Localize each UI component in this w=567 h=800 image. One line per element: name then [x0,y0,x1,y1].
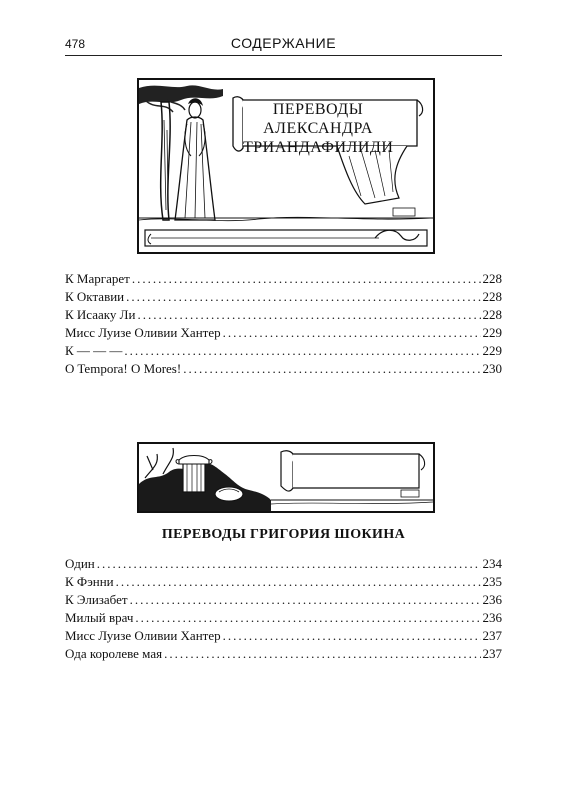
toc-entry-title: К Исааку Ли [65,307,136,322]
running-title: СОДЕРЖАНИЕ [230,35,337,51]
dot-leader [183,361,480,377]
toc-entry-page: 228 [482,289,502,304]
toc-entry[interactable] [65,325,502,343]
toc-entry-page: 235 [482,574,502,589]
dot-leader [223,325,481,341]
toc-entry[interactable] [65,361,502,379]
toc-entry-title: К Элизабет [65,592,128,607]
toc-entry-title: Милый врач [65,610,134,625]
toc-entry[interactable] [65,307,502,325]
page-number: 478 [65,37,86,51]
dot-leader [164,646,480,662]
toc-entry[interactable] [65,556,502,574]
section1-title [243,100,393,157]
toc-entry-page: 228 [482,271,502,286]
toc-entry[interactable] [65,628,502,646]
dot-leader [135,610,480,626]
toc-entry-page: 237 [482,646,502,661]
dot-leader [137,307,480,323]
toc-entry[interactable] [65,646,502,664]
dot-leader [130,592,481,608]
section1-title-line-3: ТРИАНДАФИЛИДИ [243,139,394,156]
toc-list-section1 [65,271,502,379]
section2-title: ПЕРЕВОДЫ ГРИГОРИЯ ШОКИНА [161,527,406,542]
toc-entry-title: O Tempora! O Mores! [65,361,182,376]
toc-entry[interactable] [65,592,502,610]
dot-leader [124,343,480,359]
toc-entry-page: 237 [482,628,502,643]
toc-entry-title: К Маргарет [65,271,130,286]
section1-title-line-2: АЛЕКСАНДРА [263,120,373,137]
dot-leader [223,628,481,644]
toc-entry-title: Ода королеве мая [65,646,163,661]
toc-entry[interactable] [65,271,502,289]
illustration-plate-ruins-scroll [137,442,435,513]
header-rule [65,55,502,56]
dot-leader [97,556,481,572]
toc-entry[interactable] [65,343,502,361]
toc-entry-title: Мисс Луизе Оливии Хантер [65,325,221,340]
toc-entry[interactable] [65,574,502,592]
toc-entry-page: 236 [482,610,502,625]
dot-leader [116,574,481,590]
toc-entry-page: 230 [482,361,502,376]
toc-entry-page: 234 [482,556,502,571]
toc-entry-title: К Октавии [65,289,125,304]
dot-leader [126,289,480,305]
toc-entry-title: К Фэнни [65,574,114,589]
toc-entry-page: 229 [482,325,502,340]
toc-entry-title: Один [65,556,95,571]
toc-list-section2 [65,556,502,664]
toc-entry-title: К — — — [65,343,123,358]
toc-entry-page: 228 [482,307,502,322]
toc-entry-page: 229 [482,343,502,358]
page-header [65,37,502,57]
toc-entry[interactable] [65,610,502,628]
toc-entry[interactable] [65,289,502,307]
toc-entry-page: 236 [482,592,502,607]
toc-entry-title: Мисс Луизе Оливии Хантер [65,628,221,643]
dot-leader [132,271,481,287]
section1-title-line-1: ПЕРЕВОДЫ [272,101,364,118]
